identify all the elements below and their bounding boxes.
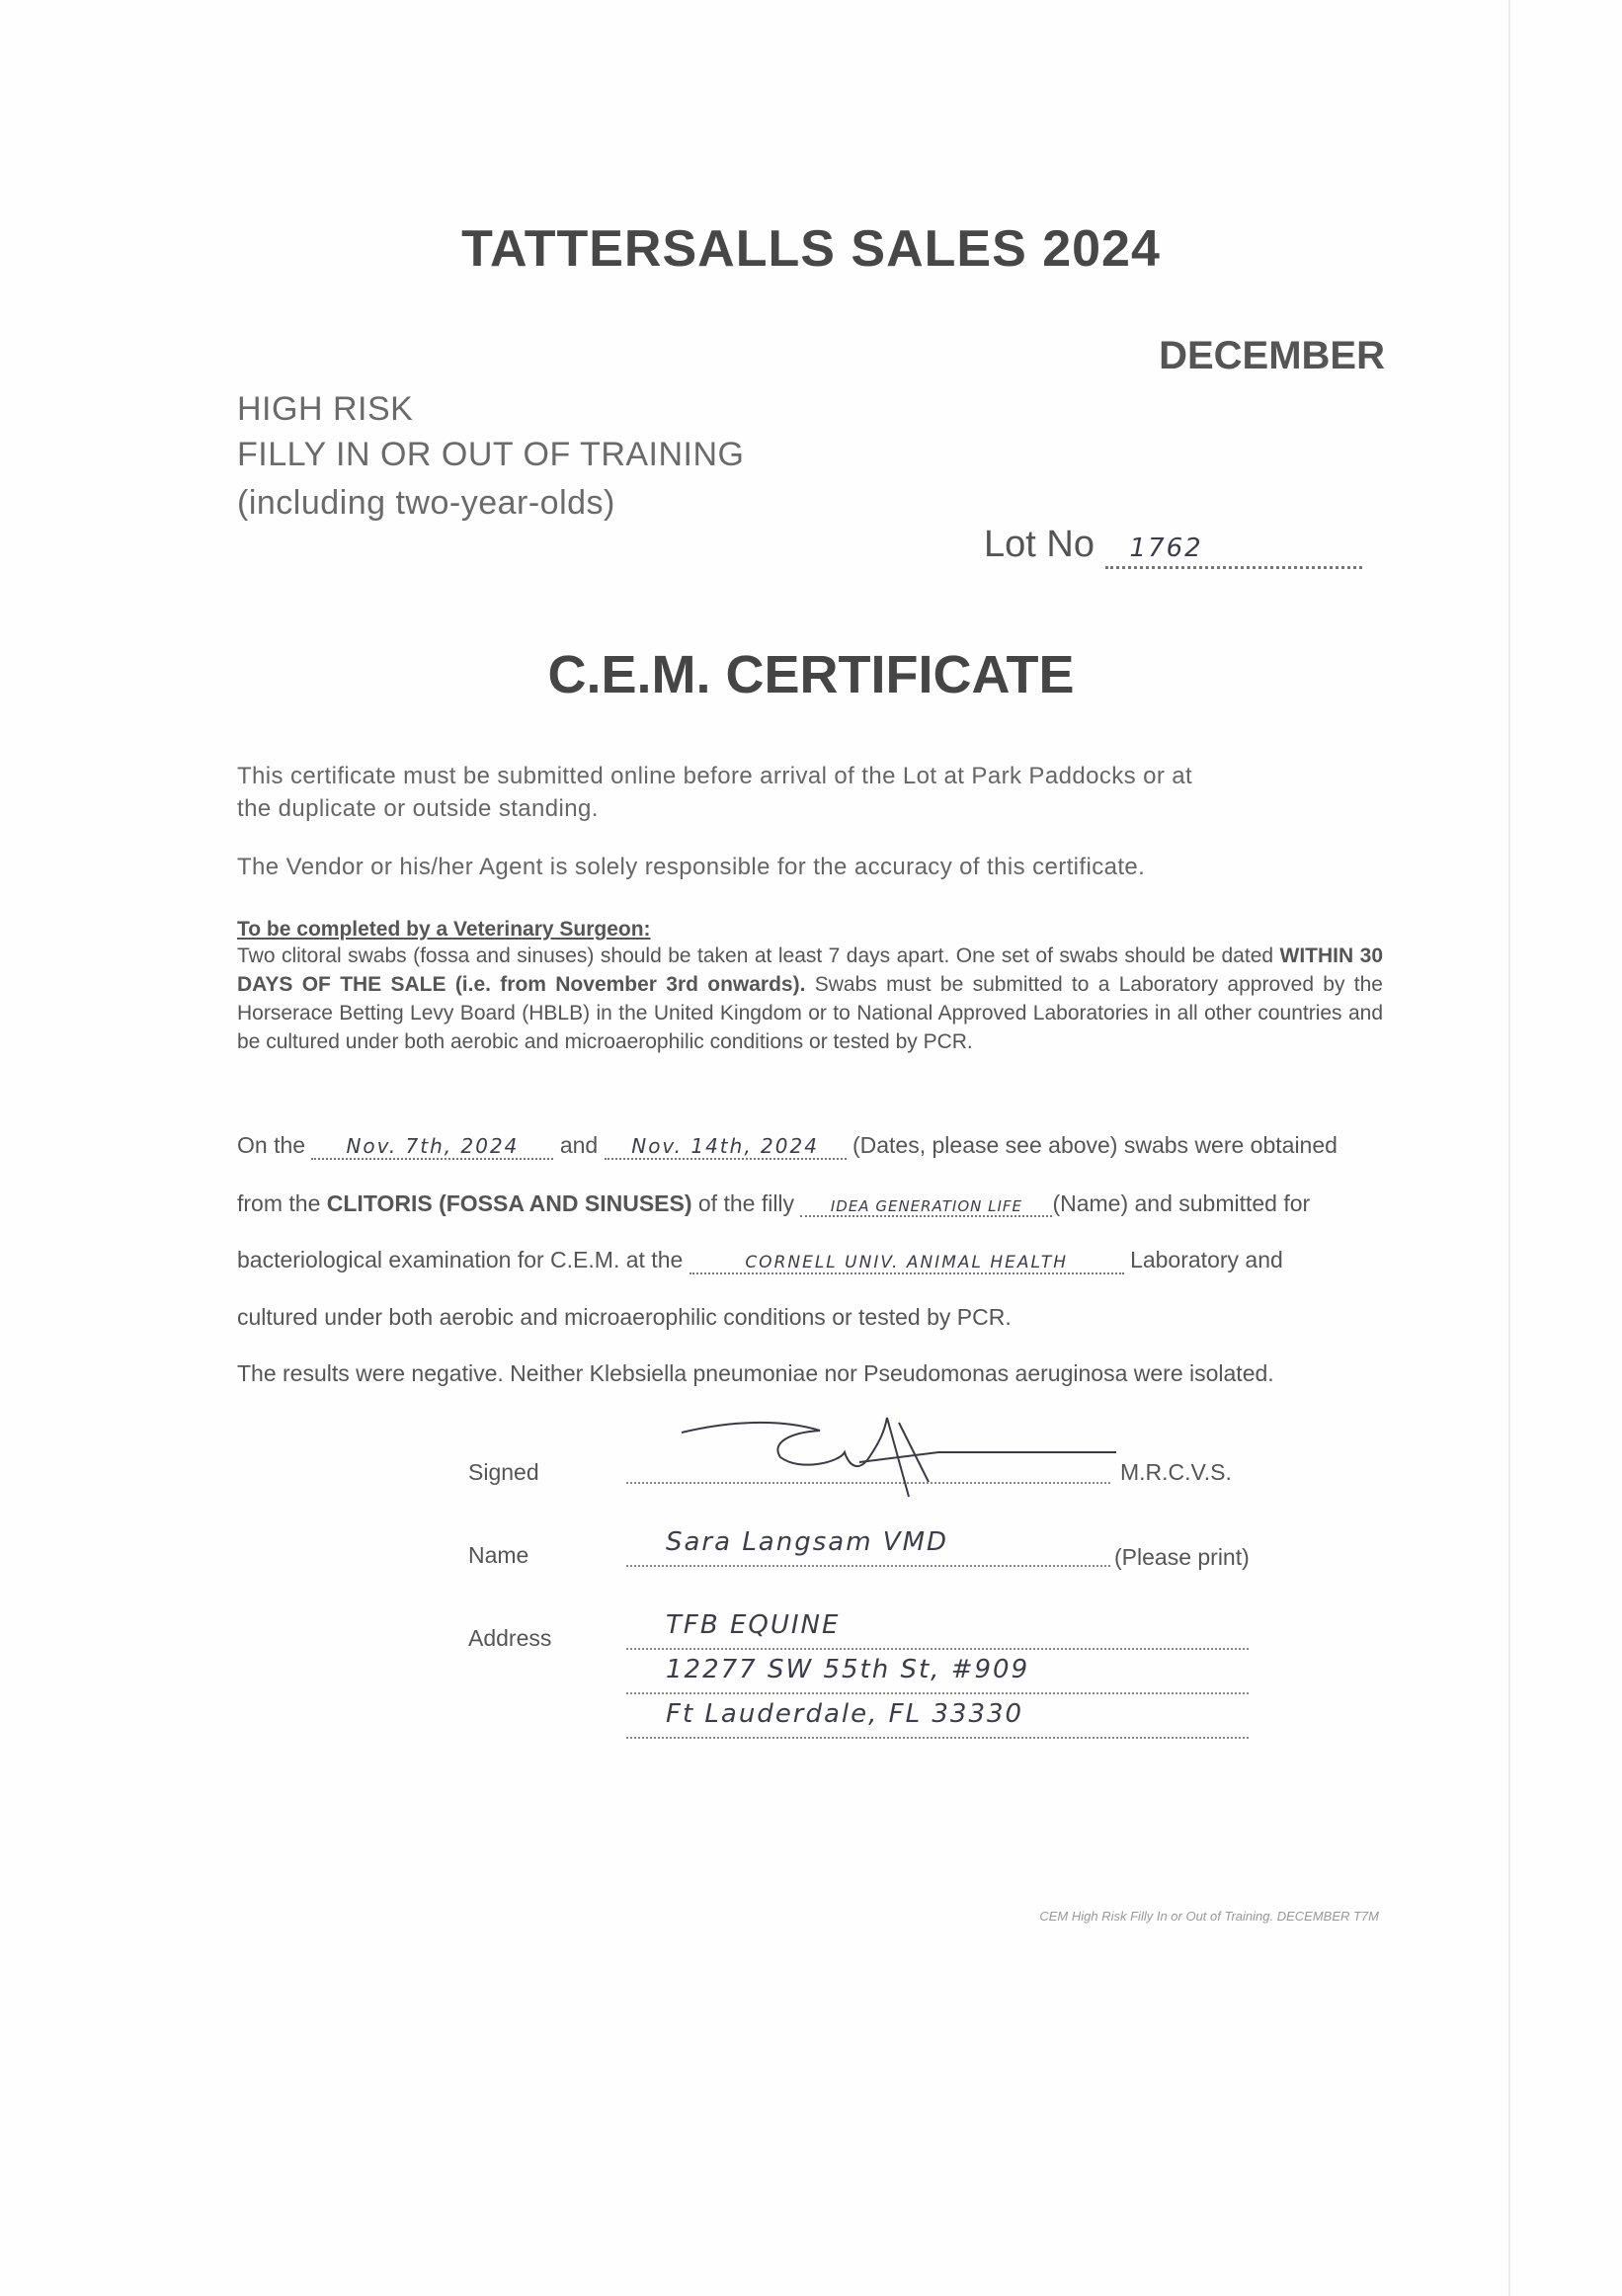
name-label: Name bbox=[468, 1542, 529, 1568]
date-2: Nov. 14th, 2024 bbox=[605, 1134, 847, 1160]
sales-title: TATTERSALLS SALES 2024 bbox=[461, 220, 1161, 278]
risk-category: HIGH RISK bbox=[237, 390, 414, 428]
certificate-title: C.E.M. CERTIFICATE bbox=[547, 645, 1075, 704]
form-reference: CEM High Risk Filly In or Out of Training. DECEMBER T7M bbox=[1039, 1909, 1379, 1924]
printed-name: Sara Langsam VMD bbox=[626, 1527, 1110, 1567]
signature-image bbox=[672, 1413, 1126, 1502]
scan-edge bbox=[1508, 0, 1510, 2296]
date-1: Nov. 7th, 2024 bbox=[311, 1134, 553, 1160]
filly-name: IDEA GENERATION LIFE bbox=[800, 1197, 1052, 1217]
address-label: Address bbox=[468, 1625, 552, 1651]
please-print-note: (Please print) bbox=[1114, 1544, 1250, 1570]
sale-month: DECEMBER bbox=[1159, 334, 1385, 377]
vendor-responsibility: The Vendor or his/her Agent is solely responsible for the accuracy of this certificate. bbox=[237, 854, 1146, 880]
lot-number: Lot No 1762 bbox=[984, 524, 1362, 569]
age-note: (including two-year-olds) bbox=[237, 484, 615, 522]
lot-value: 1762 bbox=[1129, 533, 1203, 563]
culture-statement: cultured under both aerobic and microaerophilic conditions or tested by PCR. bbox=[237, 1304, 1012, 1330]
statement-dates-line: On the Nov. 7th, 2024 and Nov. 14th, 2024 (Dates, please see above) swabs were obtained bbox=[237, 1132, 1338, 1158]
intro-line-1: This certificate must be submitted online before arrival of the Lot at Park Paddocks or at bbox=[237, 763, 1193, 789]
signed-label: Signed bbox=[468, 1459, 539, 1485]
results-statement: The results were negative. Neither Klebsiella pneumoniae nor Pseudomonas aeruginosa were isolated. bbox=[237, 1360, 1274, 1386]
filly-category: FILLY IN OR OUT OF TRAINING bbox=[237, 436, 745, 473]
instructions-text: Two clitoral swabs (fossa and sinuses) should be taken at least 7 days apart. One set of swabs should be dated WITHIN 30 DAYS OF THE SALE (i.e. from November 3rd onwards). Swabs must be submitted to a Laboratory approved by the Horserace Betting Levy Board (HBLB) in the United Kingdom or to National Approved Laboratories in all other countries and be cultured under both aerobic and microaerophilic conditions or tested by PCR. bbox=[237, 944, 1383, 1053]
address-line-2: 12277 SW 55th St, #909 bbox=[626, 1655, 1249, 1694]
laboratory-name: CORNELL UNIV. ANIMAL HEALTH bbox=[689, 1253, 1124, 1274]
instructions-heading: To be completed by a Veterinary Surgeon: bbox=[237, 918, 651, 941]
address-line-3: Ft Lauderdale, FL 33330 bbox=[626, 1699, 1249, 1739]
mrcvs-suffix: M.R.C.V.S. bbox=[1120, 1459, 1232, 1485]
statement-lab-line: bacteriological examination for C.E.M. at the CORNELL UNIV. ANIMAL HEALTH Laboratory and bbox=[237, 1247, 1283, 1272]
statement-filly-line: from the CLITORIS (FOSSA AND SINUSES) of the filly IDEA GENERATION LIFE (Name) and submitted for bbox=[237, 1190, 1311, 1216]
address-line-1: TFB EQUINE bbox=[626, 1610, 1249, 1650]
intro-line-2: the duplicate or outside standing. bbox=[237, 795, 599, 822]
